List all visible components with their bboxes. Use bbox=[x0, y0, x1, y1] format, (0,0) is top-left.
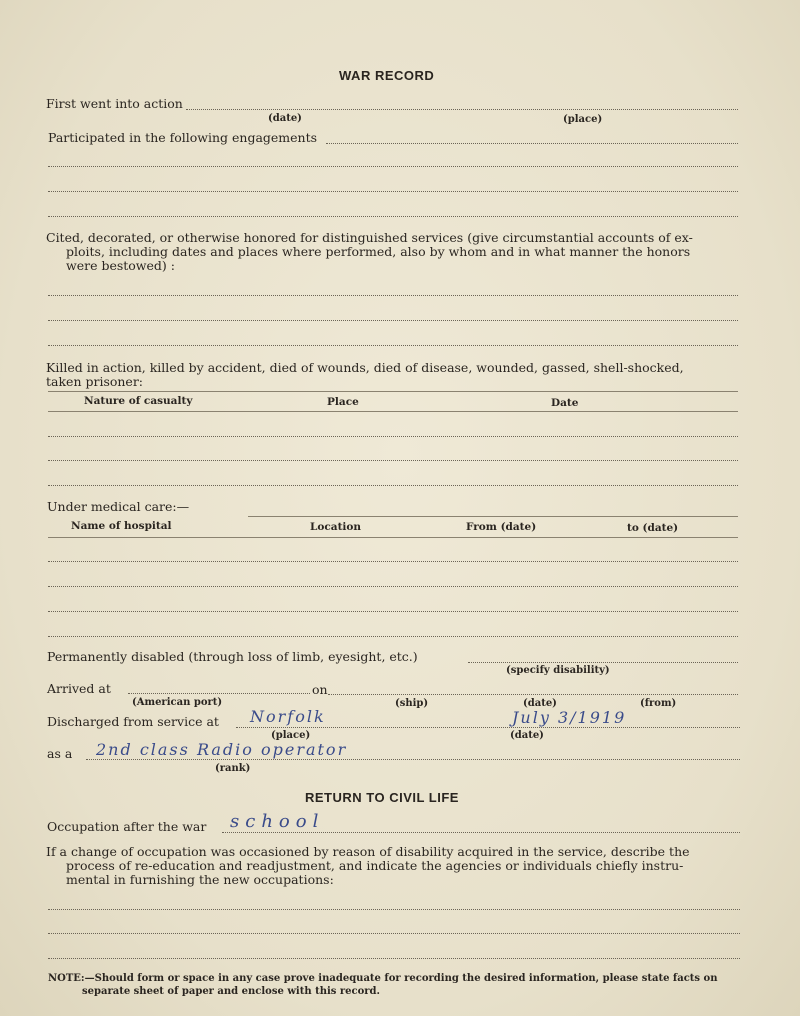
occupation-label: Occupation after the war bbox=[47, 819, 207, 834]
change-line-a[interactable] bbox=[48, 909, 740, 910]
occupation-line[interactable] bbox=[222, 832, 740, 833]
casualty-header-bottom-rule bbox=[48, 411, 738, 412]
casualty-line-c[interactable] bbox=[48, 485, 738, 486]
cited-line-2: ploits, including dates and places where performed, also by whom and in what manner the honors bbox=[66, 244, 691, 259]
disabled-label: Permanently disabled (through loss of limb, eyesight, etc.) bbox=[47, 649, 418, 664]
from-caption: (from) bbox=[640, 698, 677, 709]
occupation-handwritten: school bbox=[230, 811, 325, 832]
casualty-line-a[interactable] bbox=[48, 436, 738, 437]
discharged-place-handwritten: Norfolk bbox=[250, 707, 326, 726]
as-a-label: as a bbox=[47, 746, 73, 761]
medical-header-from: From (date) bbox=[466, 521, 537, 533]
discharged-date-handwritten: July 3/1919 bbox=[512, 708, 627, 727]
change-line-2: process of re-education and readjustment, and indicate the agencies or individuals chiefly instru- bbox=[66, 858, 684, 873]
medical-header-to: to (date) bbox=[627, 522, 679, 534]
cited-line-b[interactable] bbox=[48, 320, 738, 321]
casualty-line-2: taken prisoner: bbox=[46, 374, 144, 389]
engagements-line-4[interactable] bbox=[48, 216, 738, 217]
rank-handwritten: 2nd class Radio operator bbox=[96, 740, 348, 759]
change-line-1: If a change of occupation was occasioned by reason of disability acquired in the service, describe the bbox=[46, 844, 690, 859]
engagements-line-3[interactable] bbox=[48, 191, 738, 192]
engagements-line-1[interactable] bbox=[326, 143, 738, 144]
medical-line-a[interactable] bbox=[48, 561, 738, 562]
change-line-b[interactable] bbox=[48, 933, 740, 934]
casualty-header-nature: Nature of casualty bbox=[84, 395, 193, 407]
first-action-line[interactable] bbox=[186, 109, 738, 110]
on-label: on bbox=[312, 682, 328, 697]
specify-caption: (specify disability) bbox=[506, 665, 610, 676]
medical-line-c[interactable] bbox=[48, 611, 738, 612]
medical-header-location: Location bbox=[310, 521, 362, 533]
arrived-ship-line[interactable] bbox=[328, 694, 738, 695]
casualty-line-1: Killed in action, killed by accident, died of wounds, died of disease, wounded, gassed, shell-shocked, bbox=[46, 360, 684, 375]
american-port-caption: (American port) bbox=[132, 697, 223, 708]
medical-header-hospital: Name of hospital bbox=[71, 520, 172, 532]
war-record-title: WAR RECORD bbox=[339, 68, 435, 83]
casualty-line-b[interactable] bbox=[48, 460, 738, 461]
cited-line-a[interactable] bbox=[48, 295, 738, 296]
disabled-line[interactable] bbox=[468, 662, 738, 663]
note-line-1: NOTE:—Should form or space in any case prove inadequate for recording the desired information, please state facts on bbox=[48, 973, 718, 984]
casualty-header-top-rule bbox=[48, 391, 738, 392]
cited-line-3: were bestowed) : bbox=[66, 258, 175, 273]
cited-line-1: Cited, decorated, or otherwise honored for distinguished services (give circumstantial accounts of ex- bbox=[46, 230, 693, 245]
date3-caption: (date) bbox=[510, 730, 544, 741]
arrived-label: Arrived at bbox=[47, 681, 111, 696]
engagements-line-2[interactable] bbox=[48, 166, 738, 167]
medical-header-bottom-rule bbox=[48, 537, 738, 538]
cited-paragraph bbox=[46, 231, 740, 273]
casualty-header-date: Date bbox=[551, 397, 579, 409]
rank-line[interactable] bbox=[86, 759, 740, 760]
medical-line-b[interactable] bbox=[48, 586, 738, 587]
place-caption: (place) bbox=[563, 114, 603, 125]
arrival-date-caption: (date) bbox=[523, 698, 557, 709]
rank-caption: (rank) bbox=[215, 763, 251, 774]
arrived-port-line[interactable] bbox=[128, 693, 310, 694]
casualty-header-place: Place bbox=[327, 396, 359, 408]
discharged-line[interactable] bbox=[236, 727, 740, 728]
note-line-2: separate sheet of paper and enclose with this record. bbox=[82, 986, 381, 997]
medical-line-d[interactable] bbox=[48, 636, 738, 637]
change-paragraph bbox=[46, 845, 742, 887]
place2-caption: (place) bbox=[271, 730, 311, 741]
ship-caption: (ship) bbox=[395, 698, 429, 709]
casualty-paragraph bbox=[46, 361, 740, 389]
civil-life-title: RETURN TO CIVIL LIFE bbox=[305, 790, 459, 805]
discharged-label: Discharged from service at bbox=[47, 714, 219, 729]
change-line-3: mental in furnishing the new occupations: bbox=[66, 872, 334, 887]
cited-line-c[interactable] bbox=[48, 345, 738, 346]
date-caption: (date) bbox=[268, 113, 302, 124]
first-action-label: First went into action bbox=[46, 96, 183, 111]
change-line-c[interactable] bbox=[48, 958, 740, 959]
medical-label: Under medical care:— bbox=[47, 499, 190, 514]
engagements-label: Participated in the following engagements bbox=[48, 130, 318, 145]
medical-header-top-rule bbox=[248, 516, 738, 517]
